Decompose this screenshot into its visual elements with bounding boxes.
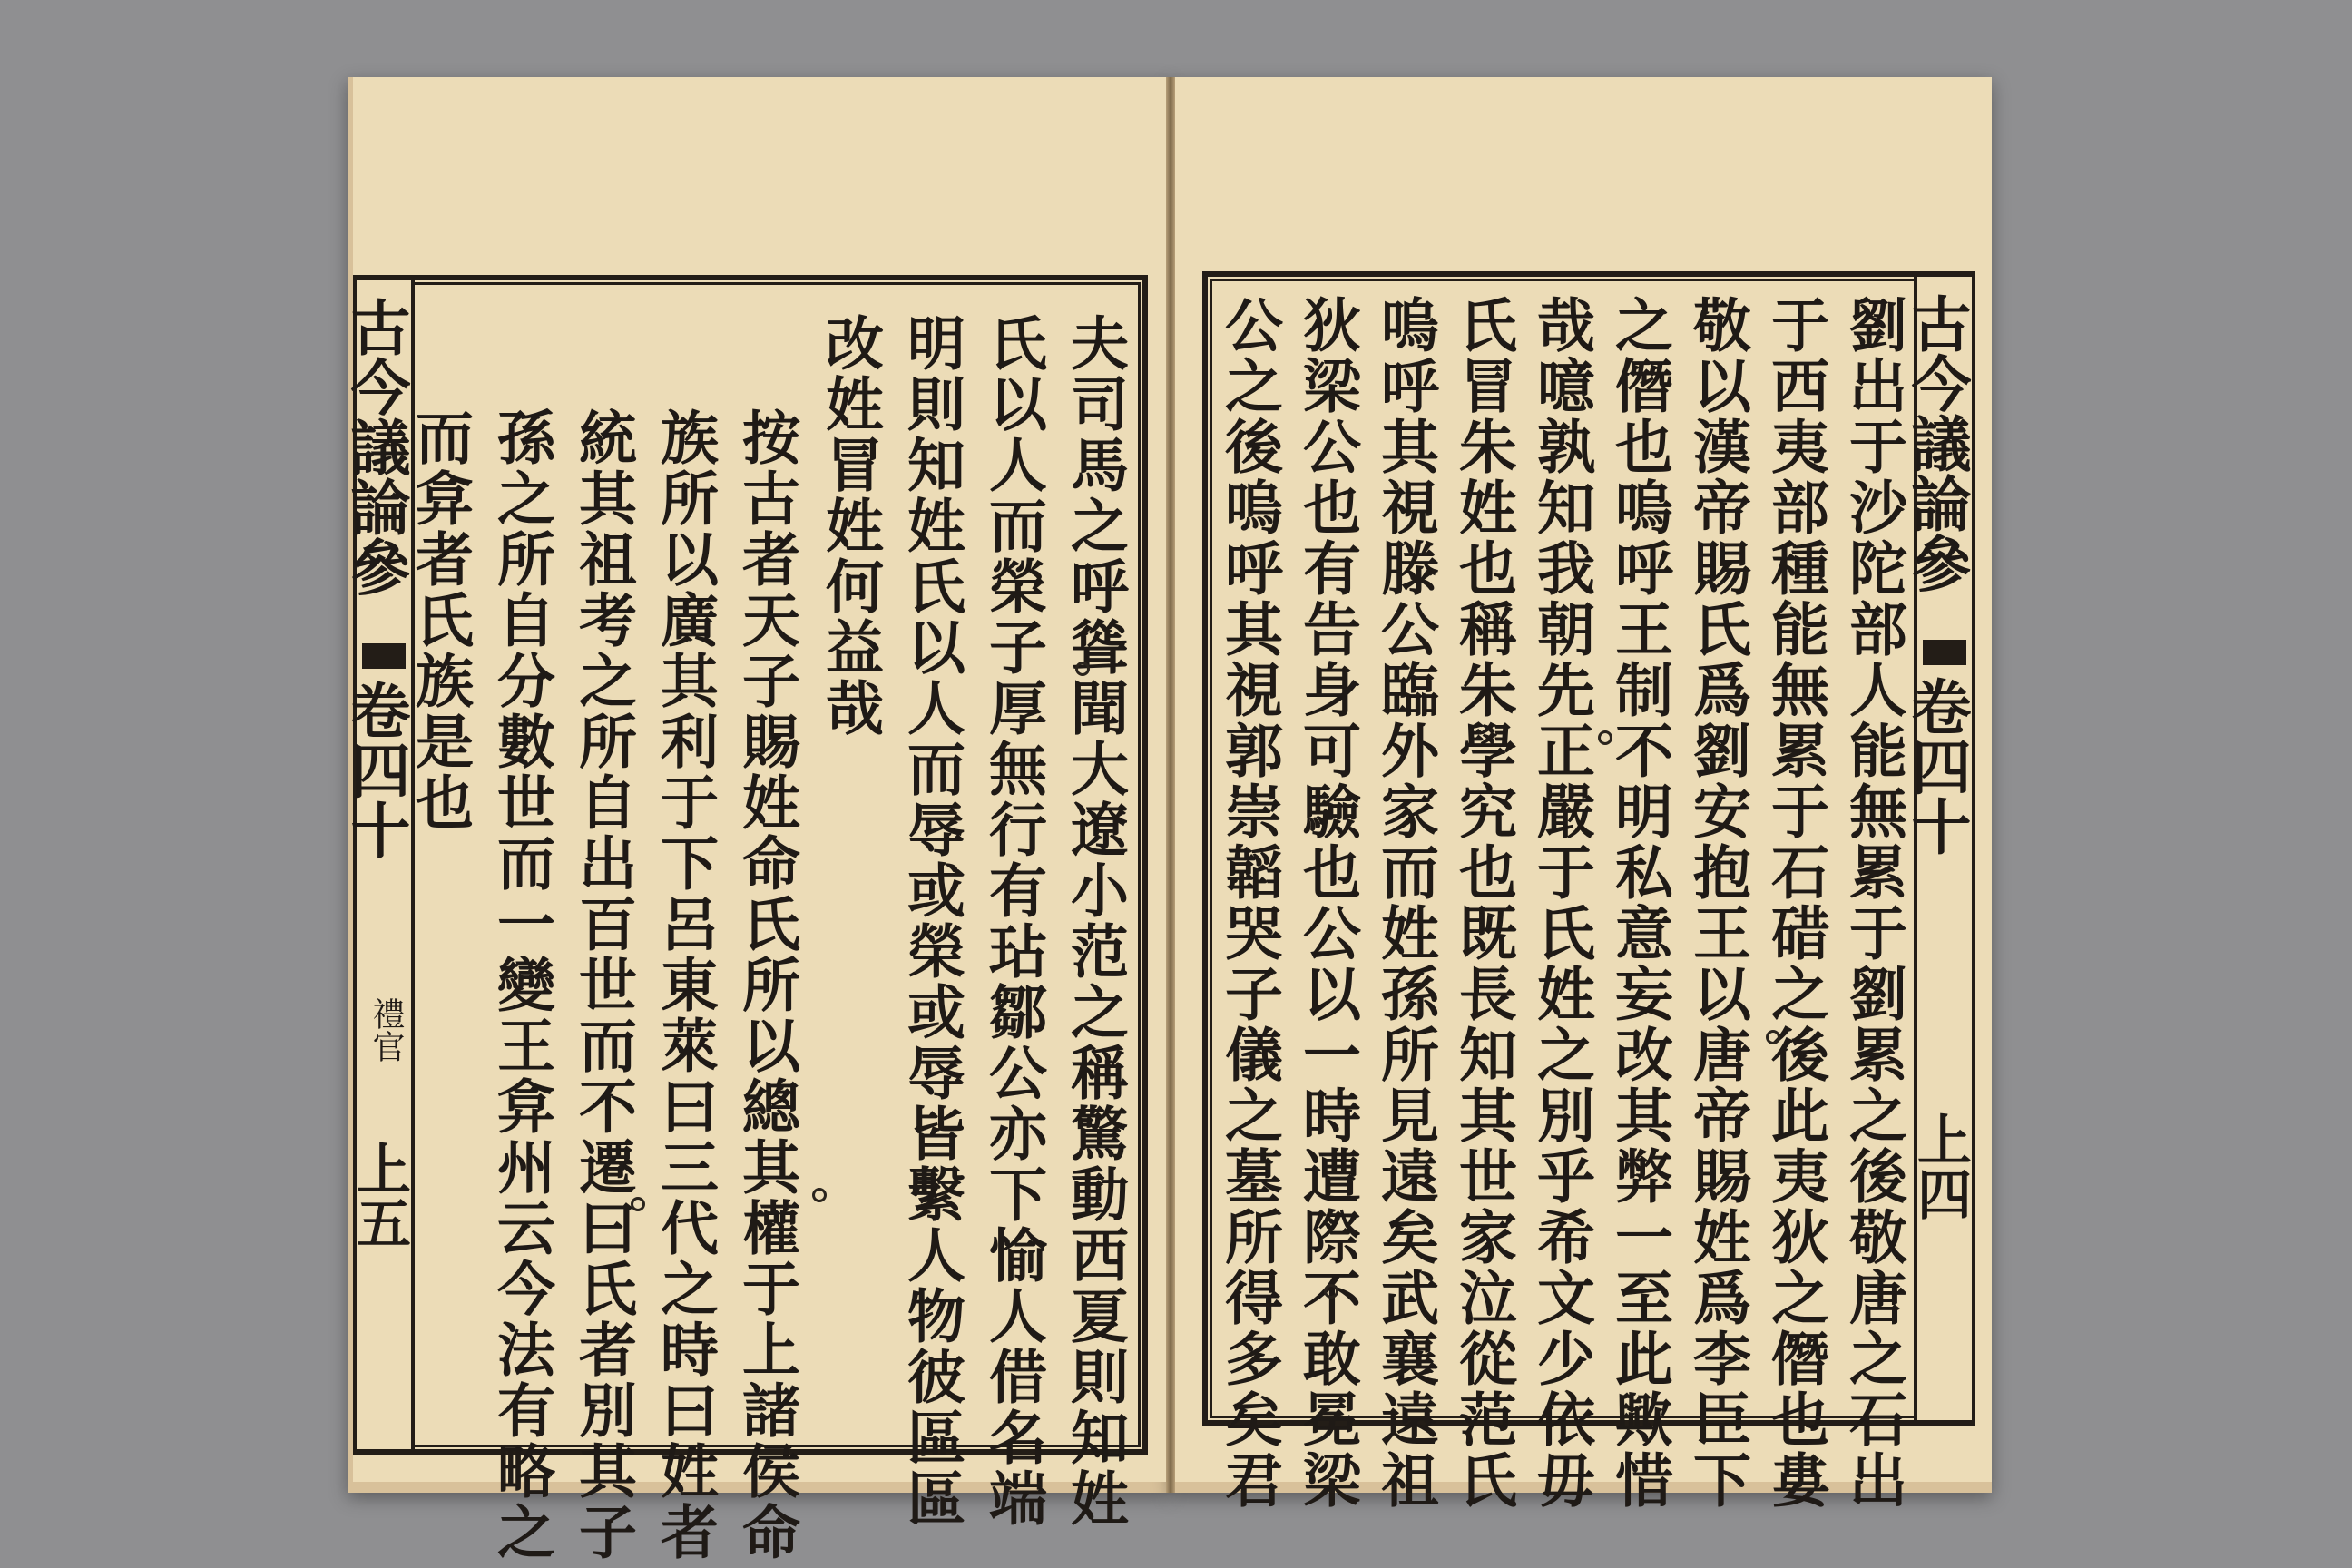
open-book (340, 77, 1992, 1563)
right-col-1: 劉出于沙陀部人能無累于劉累之後敬唐之石出 (1839, 295, 1907, 1511)
right-col-7: 嗚呼其視滕公臨外家而姓孫所見遠矣武襄遠祖 (1371, 295, 1439, 1511)
left-page (340, 77, 1166, 1563)
left-col-3: 明則知姓氏以人而辱或榮或辱皆繫人物彼區區 (897, 313, 965, 1529)
left-center-title: 古今議論參 (340, 297, 411, 596)
right-col-9: 公之後嗚呼其視郭崇韜哭子儀之墓所得多矣君 (1215, 295, 1283, 1511)
left-col-5: 按古者天子賜姓命氏所以總其權于上諸侯命 (732, 407, 800, 1563)
right-center-block (1901, 277, 1975, 1420)
right-col-3: 敬以漢帝賜氏爲劉安抱王以唐帝賜姓爲李臣下 (1683, 295, 1751, 1511)
right-center-volume: 卷四十 (1901, 676, 1972, 856)
left-center-folio: 上五 (348, 1141, 411, 1250)
left-col-9: 而弇者氏族是也 (406, 407, 474, 833)
right-col-5: 哉噫孰知我朝先正嚴于氏姓之別乎希文少依毋 (1527, 295, 1595, 1511)
right-col-4: 之僭也嗚呼王制不明私意妄改其弊一至此歟惜 (1605, 295, 1673, 1511)
right-col-6: 氏冒朱姓也稱朱學究也既長知其世家泣從范氏 (1449, 295, 1517, 1511)
punctuation-mark (1324, 1284, 1338, 1298)
punctuation-mark (1075, 662, 1090, 676)
left-col-8: 孫之所自分數世而一變王弇州云今法有略之 (487, 407, 555, 1563)
right-page-frame (1202, 271, 1975, 1511)
right-center-folio: 上四 (1908, 1112, 1972, 1220)
book-gutter (1166, 77, 1175, 1493)
punctuation-mark (812, 1188, 827, 1202)
right-fish-tail (1923, 640, 1966, 665)
left-col-7: 統其祖考之所自出百世而不遷曰氏者別其子 (569, 407, 637, 1563)
right-center-title: 古今議論參 (1901, 293, 1972, 593)
left-col-6: 族所以廣其利于下呂東萊曰三代之時曰姓者 (651, 407, 719, 1563)
left-page-frame (340, 275, 1148, 1563)
right-col-8: 狄梁公也有告身可驗也公以一時遭際不敢冕梁 (1293, 295, 1361, 1511)
left-fish-tail (362, 643, 406, 669)
punctuation-mark (1766, 1030, 1780, 1044)
punctuation-mark (1598, 730, 1612, 745)
right-col-2: 于西夷部種能無累于石碏之後此夷狄之僭也婁 (1761, 295, 1829, 1511)
right-page (1175, 77, 1992, 1511)
punctuation-mark (631, 1197, 645, 1211)
left-center-section: 禮官 (368, 997, 405, 1063)
left-center-volume: 卷四十 (340, 680, 411, 859)
left-col-4: 改姓冒姓何益哉 (816, 313, 884, 739)
left-col-2: 氏以人而榮子厚無行有玷鄒公亦下愉人借名端 (979, 313, 1047, 1529)
left-col-1: 夫司馬之呼聳聞大遼小范之稱驚動西夏則知姓 (1061, 313, 1129, 1529)
